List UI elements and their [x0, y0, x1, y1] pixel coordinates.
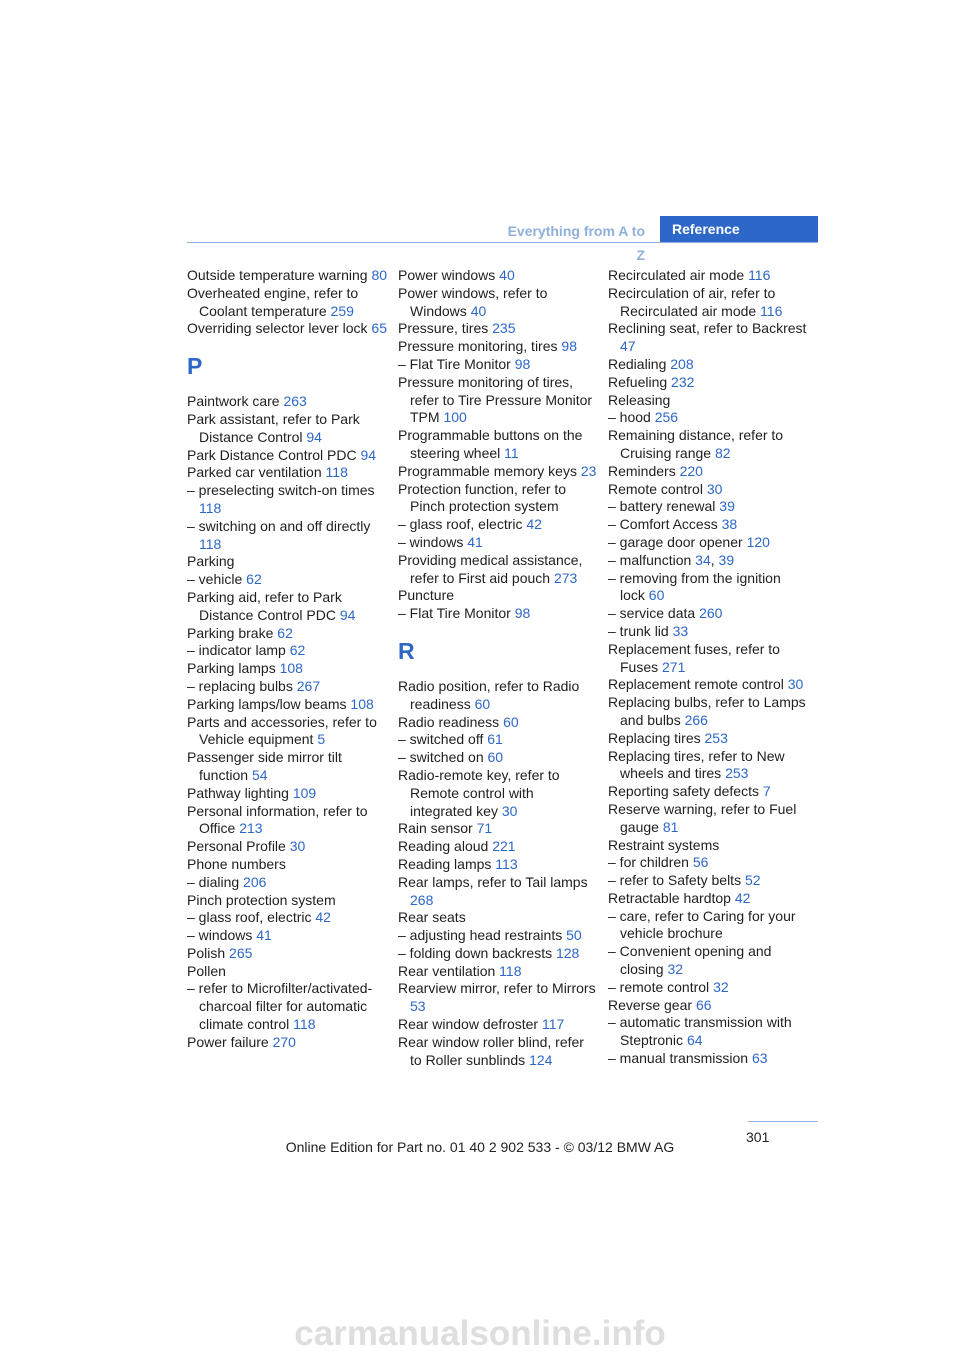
index-entry-term: Reading lamps — [398, 855, 492, 872]
index-entry — [398, 945, 598, 963]
page-ref-link[interactable]: 265 — [229, 944, 253, 961]
index-entry-term: – windows — [187, 927, 253, 944]
page-ref-link[interactable]: 65 — [371, 320, 387, 337]
index-entry-term: Pinch protection system — [187, 891, 336, 908]
page-ref-link[interactable]: 118 — [325, 464, 348, 481]
page-ref-link[interactable]: 98 — [514, 355, 531, 372]
index-entry-term: – care, refer to Caring for your vehicle brochure — [608, 907, 796, 942]
page-ref-link[interactable]: 268 — [410, 891, 434, 908]
index-letter-heading: R — [398, 637, 415, 664]
index-entry — [398, 427, 598, 463]
page-ref-link[interactable]: 117 — [541, 1016, 565, 1033]
index-entry — [187, 625, 387, 643]
index-entry-term: Pollen — [187, 962, 226, 979]
index-entry-term: Rear window roller blind, refer to Roller sunblinds — [398, 1033, 584, 1068]
index-entry — [398, 587, 598, 605]
page-ref-link[interactable]: 60 — [503, 713, 519, 730]
index-entry-term: – refer to Microfilter/activated-charcoal filter for automatic climate control — [187, 980, 373, 1033]
index-entry — [398, 874, 598, 910]
page-ref-link[interactable]: 113 — [495, 855, 518, 872]
page-ref-link[interactable]: 64 — [686, 1032, 703, 1049]
page-ref-link[interactable]: 270 — [272, 1033, 296, 1050]
index-entry — [608, 570, 808, 606]
index-entry — [187, 927, 387, 945]
page-ref-link[interactable]: 56 — [692, 854, 709, 871]
index-entry-term: – replacing bulbs — [187, 677, 293, 694]
index-entry — [608, 498, 808, 516]
index-entry-term: – switched off — [398, 731, 484, 748]
index-entry — [398, 714, 598, 732]
index-entry-term: – remote control — [608, 978, 710, 995]
page-ref-link[interactable]: 263 — [283, 393, 307, 410]
page-ref-link[interactable]: 124 — [529, 1051, 553, 1068]
index-entry-term: – malfunction — [608, 551, 692, 568]
index-entry-term: Overheated engine, refer to Coolant temperature — [187, 284, 359, 319]
index-entry — [608, 463, 808, 481]
index-entry-term: Rear ventilation — [398, 962, 496, 979]
index-entry-term: – for children — [608, 854, 689, 871]
index-entry-term: Rear lamps, refer to Tail lamps — [398, 873, 588, 890]
index-entry — [608, 534, 808, 552]
index-entry-term: Replacing tires, refer to New wheels and tires — [608, 747, 785, 782]
index-entry-term: Passenger side mirror tilt function — [187, 749, 342, 783]
index-entry — [608, 837, 808, 855]
index-entry — [398, 980, 598, 1016]
index-column-1 — [187, 267, 387, 1052]
page-ref-link[interactable]: 40 — [470, 302, 487, 319]
watermark-logo: carmanualsonline.info — [294, 1314, 666, 1353]
page-ref-link[interactable]: 221 — [492, 838, 516, 855]
index-entry — [608, 783, 808, 801]
index-entry — [608, 872, 808, 890]
index-entry-term: Redialing — [608, 355, 667, 372]
index-entry — [187, 393, 387, 411]
index-entry-term: Outside temperature warning — [187, 267, 368, 283]
index-entry — [608, 427, 808, 463]
index-entry — [398, 749, 598, 767]
index-entry — [187, 856, 387, 874]
page-ref-link[interactable]: 208 — [670, 355, 694, 372]
index-entry — [398, 534, 598, 552]
index-entry-term: Personal information, refer to Office — [187, 802, 368, 837]
footer-edition-text: Online Edition for Part no. 01 40 2 902 533 - © 03/12 BMW AG — [285, 1139, 675, 1155]
index-entry-term: – folding down backrests — [398, 944, 553, 961]
index-entry — [187, 1034, 387, 1052]
page-ref-link[interactable]: 7 — [762, 783, 771, 800]
page-ref-link[interactable]: 118 — [199, 535, 222, 552]
index-entry — [608, 641, 808, 677]
index-entry-term: Replacement remote control — [608, 676, 784, 693]
index-entry — [398, 927, 598, 945]
index-entry-term: Power windows, refer to Windows — [398, 284, 548, 319]
index-column-2 — [398, 267, 598, 1069]
page-ref-link[interactable]: 60 — [648, 587, 665, 604]
index-entry-term: – Convenient opening and closing — [608, 943, 772, 978]
index-entry-term: Puncture — [398, 587, 455, 604]
page-ref-link[interactable]: 53 — [410, 998, 426, 1015]
index-entry — [398, 1016, 598, 1034]
reference-tab[interactable]: Reference — [660, 216, 818, 243]
index-entry — [398, 767, 598, 820]
index-entry-term: Protection function, refer to Pinch protection system — [398, 480, 567, 515]
index-entry-term: – windows — [398, 533, 464, 550]
index-entry — [398, 838, 598, 856]
index-entry-term: – removing from the ignition lock — [608, 569, 781, 604]
page-ref-link[interactable]: 206 — [243, 873, 267, 890]
page-ref-link[interactable]: 40 — [499, 267, 515, 283]
page-ref-link[interactable]: 30 — [787, 676, 804, 693]
index-entry-term: Parts and accessories, refer to Vehicle equipment — [187, 713, 377, 748]
page-ref-link[interactable]: 54 — [251, 766, 268, 783]
index-entry — [608, 552, 808, 570]
index-entry-term: Replacing bulbs, refer to Lamps and bulbs — [608, 694, 806, 728]
page-ref-link[interactable]: 220 — [679, 462, 703, 479]
index-entry-term: Parked car ventilation — [187, 464, 322, 481]
page-ref-link[interactable]: 213 — [239, 820, 263, 837]
page-ref-link[interactable]: 41 — [467, 533, 483, 550]
index-entry-term: Radio-remote key, refer to Remote control with integrated key — [398, 766, 560, 819]
index-entry — [187, 553, 387, 571]
index-entry-term: Parking lamps/low beams — [187, 695, 347, 712]
index-entry-term: Radio readiness — [398, 713, 500, 730]
index-entry — [398, 481, 598, 517]
page-ref-link[interactable]: 260 — [699, 605, 723, 622]
index-entry-term: Park assistant, refer to Park Distance Control — [187, 410, 360, 445]
index-entry-term: Reclining seat, refer to Backrest — [608, 320, 807, 337]
page-ref-link[interactable]: 232 — [671, 373, 695, 390]
page-ref-link[interactable]: 30 — [289, 838, 306, 855]
index-entry-term: Restraint systems — [608, 836, 720, 853]
page-ref-link[interactable]: 30 — [501, 802, 518, 819]
index-entry-term: Reporting safety defects — [608, 783, 759, 800]
page-ref-link[interactable]: 32 — [667, 961, 684, 978]
page-ref-link[interactable]: 23 — [580, 462, 597, 479]
index-entry-term: Parking — [187, 553, 235, 570]
page-ref-link[interactable]: 118 — [499, 962, 522, 979]
index-entry-term: Personal Profile — [187, 838, 286, 855]
page-ref-link[interactable]: 81 — [662, 818, 679, 835]
page-ref-link[interactable]: 266 — [684, 711, 708, 728]
index-entry — [608, 409, 808, 427]
page-ref-link[interactable]: 128 — [555, 944, 580, 961]
index-entry-term: Overriding selector lever lock — [187, 320, 368, 337]
index-entry-term: – glass roof, electric — [398, 516, 523, 533]
index-entry — [398, 678, 598, 714]
index-entry — [608, 623, 808, 641]
index-entry-term: Reserve warning, refer to Fuel gauge — [608, 800, 797, 835]
index-entry — [398, 605, 598, 623]
index-entry — [187, 464, 387, 482]
index-entry — [187, 785, 387, 803]
index-entry-term: Programmable buttons on the steering wheel — [398, 427, 583, 461]
index-entry — [608, 481, 808, 499]
index-entry — [187, 945, 387, 963]
index-entry — [608, 374, 808, 392]
index-entry — [187, 482, 387, 518]
index-entry — [608, 516, 808, 534]
page-ref-link[interactable]: 259 — [330, 302, 354, 319]
index-entry — [398, 374, 598, 427]
page-ref-link[interactable]: 94 — [339, 606, 356, 623]
page-ref-link[interactable]: 41 — [256, 927, 272, 944]
index-entry — [398, 552, 598, 588]
index-entry — [608, 605, 808, 623]
index-entry — [187, 411, 387, 447]
page-ref-link[interactable]: 33 — [672, 622, 689, 639]
index-entry — [608, 1050, 808, 1068]
page-ref-link[interactable]: 94 — [306, 428, 322, 445]
page-ref-link[interactable]: 98 — [514, 605, 531, 622]
page-ref-link[interactable]: 61 — [487, 731, 503, 748]
page-ref-link[interactable]: 108 — [279, 660, 303, 677]
page-ref-link[interactable]: 50 — [566, 927, 582, 944]
header-divider — [187, 242, 818, 243]
index-entry-term: Park Distance Control PDC — [187, 446, 357, 463]
page-ref-link[interactable]: 256 — [654, 409, 679, 426]
index-entry-term: – Comfort Access — [608, 516, 718, 533]
index-entry — [398, 285, 598, 321]
index-entry — [187, 803, 387, 839]
page-ref-link[interactable]: 108 — [350, 695, 374, 712]
page-ref-link[interactable]: 118 — [199, 499, 222, 516]
page-ref-link[interactable]: 11 — [504, 444, 519, 461]
index-entry-term: Releasing — [608, 391, 671, 408]
index-entry — [608, 320, 808, 356]
index-entry — [608, 979, 808, 997]
index-entry-term: Power windows — [398, 267, 496, 283]
page-ref-link[interactable]: 42 — [526, 516, 542, 533]
index-entry — [608, 267, 808, 285]
index-entry-term: – service data — [608, 605, 696, 622]
index-entry — [398, 856, 598, 874]
page-ref-link[interactable]: 38 — [721, 516, 738, 533]
index-entry-term: Reverse gear — [608, 996, 693, 1013]
index-entry-term: – battery renewal — [608, 498, 716, 515]
index-entry-term: Paintwork care — [187, 393, 280, 410]
index-entry — [398, 267, 598, 285]
index-entry — [187, 642, 387, 660]
page-ref-link[interactable]: 120 — [746, 533, 770, 550]
index-entry — [398, 463, 598, 481]
index-column-3 — [608, 267, 808, 1068]
index-entry-term: Polish — [187, 944, 226, 961]
section-title: Everything from A to Z — [507, 223, 645, 263]
index-entry — [398, 731, 598, 749]
index-entry — [608, 890, 808, 908]
index-entry — [398, 516, 598, 534]
index-entry-term: – Flat Tire Monitor — [398, 355, 511, 372]
index-entry-term: – indicator lamp — [187, 642, 286, 659]
index-entry — [398, 356, 598, 374]
page-ref-separator: , — [710, 551, 719, 568]
index-entry — [608, 748, 808, 784]
index-entry — [608, 694, 808, 730]
page-ref-link[interactable]: 39 — [719, 498, 735, 515]
index-entry — [608, 1014, 808, 1050]
index-entry — [187, 714, 387, 750]
index-entry-term: – adjusting head restraints — [398, 927, 563, 944]
index-entry — [608, 730, 808, 748]
page-ref-link[interactable]: 62 — [246, 571, 262, 588]
index-entry — [187, 963, 387, 981]
index-entry-term: Pathway lighting — [187, 784, 289, 801]
index-entry-term: Remote control — [608, 480, 703, 497]
index-entry-term: Providing medical assistance, refer to First aid pouch — [398, 551, 583, 586]
index-entry-term: Pressure, tires — [398, 320, 489, 337]
page-number-divider — [748, 1121, 818, 1122]
index-entry — [187, 589, 387, 625]
index-entry — [608, 676, 808, 694]
index-entry — [187, 892, 387, 910]
page-ref-link[interactable]: 63 — [751, 1050, 768, 1067]
page-ref-link[interactable]: 62 — [277, 624, 293, 641]
index-entry-term: Pressure monitoring, tires — [398, 338, 558, 355]
page-ref-link[interactable]: 47 — [620, 338, 636, 355]
index-entry-term: Rear seats — [398, 909, 466, 926]
index-entry — [187, 909, 387, 927]
page-ref-link[interactable]: 100 — [443, 409, 467, 426]
index-entry-term: Reading aloud — [398, 838, 489, 855]
index-entry — [187, 874, 387, 892]
index-letter-heading: P — [187, 353, 203, 380]
index-entry-term: – dialing — [187, 873, 240, 890]
page-ref-link[interactable]: 98 — [561, 338, 577, 355]
page-ref-link[interactable]: 118 — [293, 1016, 316, 1033]
index-entry-term: Rearview mirror, refer to Mirrors — [398, 980, 596, 997]
index-entry — [608, 908, 808, 944]
page-ref-link[interactable]: 30 — [706, 480, 723, 497]
index-entry — [608, 997, 808, 1015]
index-entry — [187, 320, 387, 338]
index-entry-term: Parking aid, refer to Park Distance Control PDC — [187, 588, 342, 623]
page-ref-link[interactable]: 39 — [718, 551, 735, 568]
index-entry — [398, 320, 598, 338]
index-entry-term: Power failure — [187, 1033, 269, 1050]
index-entry-term: Phone numbers — [187, 855, 286, 872]
page-ref-link[interactable]: 60 — [487, 749, 504, 766]
page-ref-link[interactable]: 5 — [317, 731, 326, 748]
index-entry-term: Retractable hardtop — [608, 889, 731, 906]
index-entry — [187, 447, 387, 465]
index-entry-term: – vehicle — [187, 571, 243, 588]
index-entry — [187, 678, 387, 696]
page-ref-link[interactable]: 42 — [315, 909, 331, 926]
page-ref-link[interactable]: 60 — [474, 695, 491, 712]
index-entry-term: – manual transmission — [608, 1050, 749, 1067]
page-number: 301 — [746, 1129, 770, 1145]
page-ref-link[interactable]: 267 — [296, 677, 321, 694]
page-ref-link[interactable]: 253 — [704, 729, 728, 746]
page-ref-link[interactable]: 80 — [371, 267, 388, 283]
page-ref-link[interactable]: 116 — [760, 302, 783, 319]
index-entry — [398, 338, 598, 356]
index-entry-term: – preselecting switch-on times — [187, 482, 375, 499]
index-entry-term: – hood — [608, 409, 651, 426]
index-entry — [187, 660, 387, 678]
index-entry — [608, 943, 808, 979]
page-ref-link[interactable]: 42 — [734, 889, 751, 906]
page-ref-link[interactable]: 71 — [476, 820, 493, 837]
index-entry-term: Recirculation of air, refer to Recirculated air mode — [608, 284, 776, 319]
index-entry-term: – trunk lid — [608, 622, 669, 639]
index-entry — [398, 909, 598, 927]
page-ref-link[interactable]: 271 — [662, 658, 686, 675]
page-ref-link[interactable]: 52 — [744, 872, 761, 889]
page-ref-link[interactable]: 235 — [492, 320, 516, 337]
index-entry — [608, 801, 808, 837]
index-entry — [398, 820, 598, 838]
index-entry — [608, 392, 808, 410]
index-entry-term: Reminders — [608, 462, 676, 479]
index-entry-term: – refer to Safety belts — [608, 872, 742, 889]
index-entry — [187, 267, 387, 285]
index-entry — [398, 1034, 598, 1070]
page-ref-link[interactable]: 94 — [360, 446, 377, 463]
page-ref-link[interactable]: 34 — [695, 551, 711, 568]
index-entry-term: Replacing tires — [608, 729, 701, 746]
index-entry — [187, 980, 387, 1033]
page-ref-link[interactable]: 109 — [292, 784, 317, 801]
index-entry-term: Programmable memory keys — [398, 462, 577, 479]
index-entry-term: Parking lamps — [187, 660, 276, 677]
index-entry — [608, 356, 808, 374]
index-entry-term: – switched on — [398, 749, 484, 766]
page-ref-link[interactable]: 62 — [289, 642, 306, 659]
index-entry-term: Parking brake — [187, 624, 274, 641]
index-entry — [608, 285, 808, 321]
index-entry-term: Pressure monitoring of tires, refer to Tire Pressure Monitor TPM — [398, 373, 593, 426]
index-entry — [187, 518, 387, 554]
index-entry-term: – garage door opener — [608, 533, 743, 550]
page-ref-link[interactable]: 116 — [748, 267, 771, 283]
index-entry-term: Rain sensor — [398, 820, 473, 837]
index-entry — [187, 696, 387, 714]
index-entry — [187, 838, 387, 856]
index-entry-term: Radio position, refer to Radio readiness — [398, 677, 580, 712]
index-entry-term: Replacement fuses, refer to Fuses — [608, 640, 780, 675]
index-entry-term: – switching on and off directly — [187, 517, 371, 534]
index-entry — [187, 285, 387, 321]
index-entry-term: – automatic transmission with Steptronic — [608, 1014, 792, 1049]
index-entry-term: – Flat Tire Monitor — [398, 605, 511, 622]
index-entry-term: – glass roof, electric — [187, 909, 312, 926]
index-entry — [398, 963, 598, 981]
page-ref-link[interactable]: 273 — [553, 569, 578, 586]
index-entry-term: Remaining distance, refer to Cruising range — [608, 427, 784, 461]
index-entry — [608, 854, 808, 872]
index-entry-term: Rear window defroster — [398, 1016, 539, 1033]
index-entry-term: Refueling — [608, 373, 668, 390]
index-entry — [187, 571, 387, 589]
page-ref-link[interactable]: 82 — [714, 444, 731, 461]
index-entry-term: Recirculated air mode — [608, 267, 745, 283]
page-ref-link[interactable]: 253 — [725, 765, 749, 782]
index-entry — [187, 749, 387, 785]
page-ref-link[interactable]: 32 — [713, 978, 729, 995]
page-ref-link[interactable]: 66 — [695, 996, 712, 1013]
